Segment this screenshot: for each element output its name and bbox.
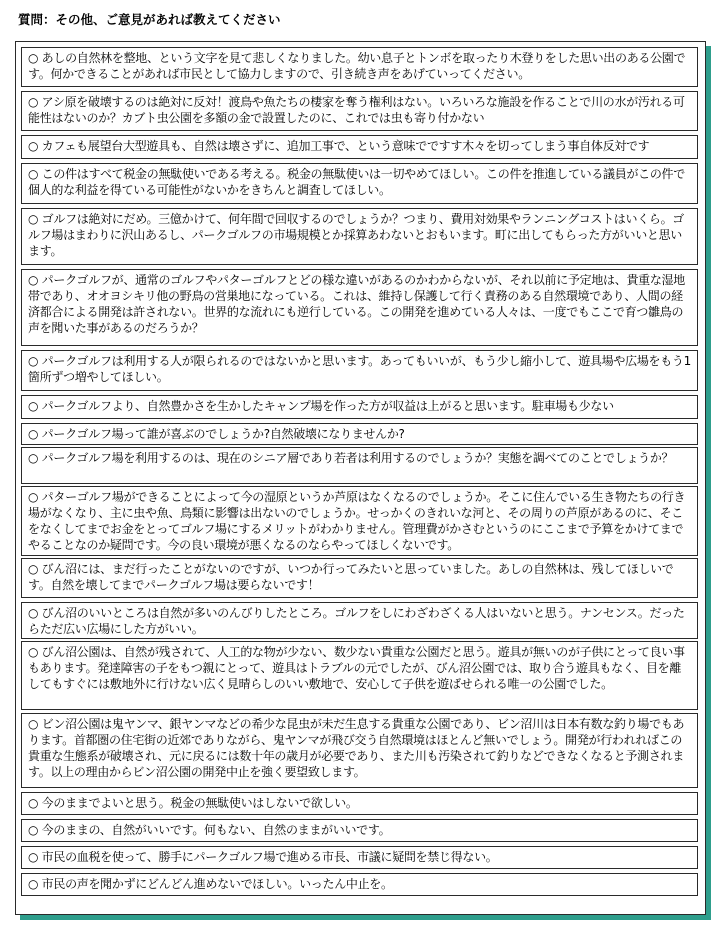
comment-row: ○ アシ原を破壊するのは絶対に反対！渡鳥や魚たちの棲家を奪う権利はない。いろいろな施設を作ることで川の水が汚れる可能性はないのか？カブト虫公園を多額の金で設置したのに、これでは虫も寄り付かない [21, 91, 698, 131]
comment-row: ○ あしの自然林を整地、という文字を見て悲しくなりました。幼い息子とトンボを取ったり木登りをした思い出のある公園です。何かできることがあれば市民として協力しますので、引き続き声をあげていってください。 [21, 47, 698, 87]
comment-row: ○ パークゴルフは利用する人が限られるのではないかと思います。あってもいいが、もう少し縮小して、遊具場や広場をもう1箇所ずつ増やしてほしい。 [21, 350, 698, 391]
comment-row: ○ びん沼のいいところは自然が多いのんびりしたところ。ゴルフをしにわざわざくる人はいないと思う。ナンセンス。だったらただ広い広場にした方がいい。 [21, 602, 698, 639]
comment-row: ○ この件はすべて税金の無駄使いである考える。税金の無駄使いは一切やめてほしい。この件を推進している議員がこの件で個人的な利益を得ている可能性がないかをきちんと調査してほしい。 [21, 163, 698, 204]
question-heading: 質問：その他、ご意見があれば教えてください [18, 12, 281, 27]
comment-row: ○ 今のままの、自然がいいです。何もない、自然のままがいいです。 [21, 819, 698, 842]
comment-row: ○ ゴルフは絶対にだめ。三億かけて、何年間で回収するのでしょうか？つまり、費用対効果やランニングコストはいくら。ゴルフ場はまわりに沢山あるし、パークゴルフの市場規模とか採算あわないとおもいます。町に出してもらった方がいいと思います。 [21, 208, 698, 265]
comment-row: ○ カフェも展望台大型遊具も、自然は壊さずに、追加工事で、という意味でですす木々を切ってしまう事自体反対です [21, 135, 698, 159]
comment-row: ○ びん沼公園は、自然が残されて、人工的な物が少ない、数少ない貴重な公園だと思う。遊具が無いのが子供にとって良い事もあります。発達障害の子をもつ親にとって、遊具はトラブルの元でしたが、びん沼公園では、取り合う遊具もなく、目を離してもすぐには敷地外に行けない広く見晴らしのいい敷地で、安心して子供を遊ばせられる唯一の公園でした。 [21, 641, 698, 710]
comment-row: ○ パターゴルフ場ができることによって今の湿原というか芦原はなくなるのでしょうか。そこに住んでいる生き物たちの行き場がなくなり、主に虫や魚、鳥類に影響は出ないのでしょうか。せっかくのきれいな河と、その周りの芦原があるのに、そこをなくしてまでお金をとってゴルフ場にするメリットがわかりません。管理費がかさむというのにここまで予算をかけてまでやることなのか疑問です。今の良い環境が悪くなるのならやってほしくないです。 [21, 486, 698, 556]
comment-row: ○ パークゴルフより、自然豊かさを生かしたキャンプ場を作った方が収益は上がると思います。駐車場も少ない [21, 395, 698, 419]
comment-row: ○ 今のままでよいと思う。税金の無駄使いはしないで欲しい。 [21, 792, 698, 815]
comment-row: ○ びん沼には、まだ行ったことがないのですが、いつか行ってみたいと思っていました。あしの自然林は、残してほしいです。自然を壊してまでパークゴルフ場は要らないです！ [21, 558, 698, 598]
comments-table [15, 41, 706, 915]
comment-row: ○ パークゴルフ場を利用するのは、現在のシニア層であり若者は利用するのでしょうか？実態を調べてのことでしょうか？ [21, 447, 698, 484]
comment-row: ○ パークゴルフ場って誰が喜ぶのでしょうか?自然破壊になりませんか? [21, 423, 698, 445]
comment-row: ○ ビン沼公園は鬼ヤンマ、銀ヤンマなどの希少な昆虫が未だ生息する貴重な公園であり、ビン沼川は日本有数な釣り場でもあります。首都圏の住宅街の近郊でありながら、鬼ヤンマが飛び交う自然環境はほとんど無いでしょう。開発が行われればこの貴重な生態系が破壊され、元に戻るには数十年の歳月が必要であり、また川も汚染されて釣りなどできなくなると予測されます。以上の理由からビン沼公園の開発中止を強く要望致します。 [21, 713, 698, 788]
comment-row: ○ 市民の血税を使って、勝手にパークゴルフ場で進める市長、市議に疑問を禁じ得ない。 [21, 846, 698, 869]
comment-row: ○ 市民の声を聞かずにどんどん進めないでほしい。いったん中止を。 [21, 873, 698, 896]
comment-row: ○ パークゴルフが、通常のゴルフやパターゴルフとどの様な違いがあるのかわからないが、それ以前に予定地は、貴重な湿地帯であり、オオヨシキリ他の野鳥の営巣地になっている。これは、維持し保護して行く責務のある自然環境であり、人間の経済都合による開発は許されない。世界的な流れにも逆行している。この開発を進めている人々は、一度でもここで育つ雛鳥の声を聞いた事があるのだろうか？ [21, 269, 698, 346]
